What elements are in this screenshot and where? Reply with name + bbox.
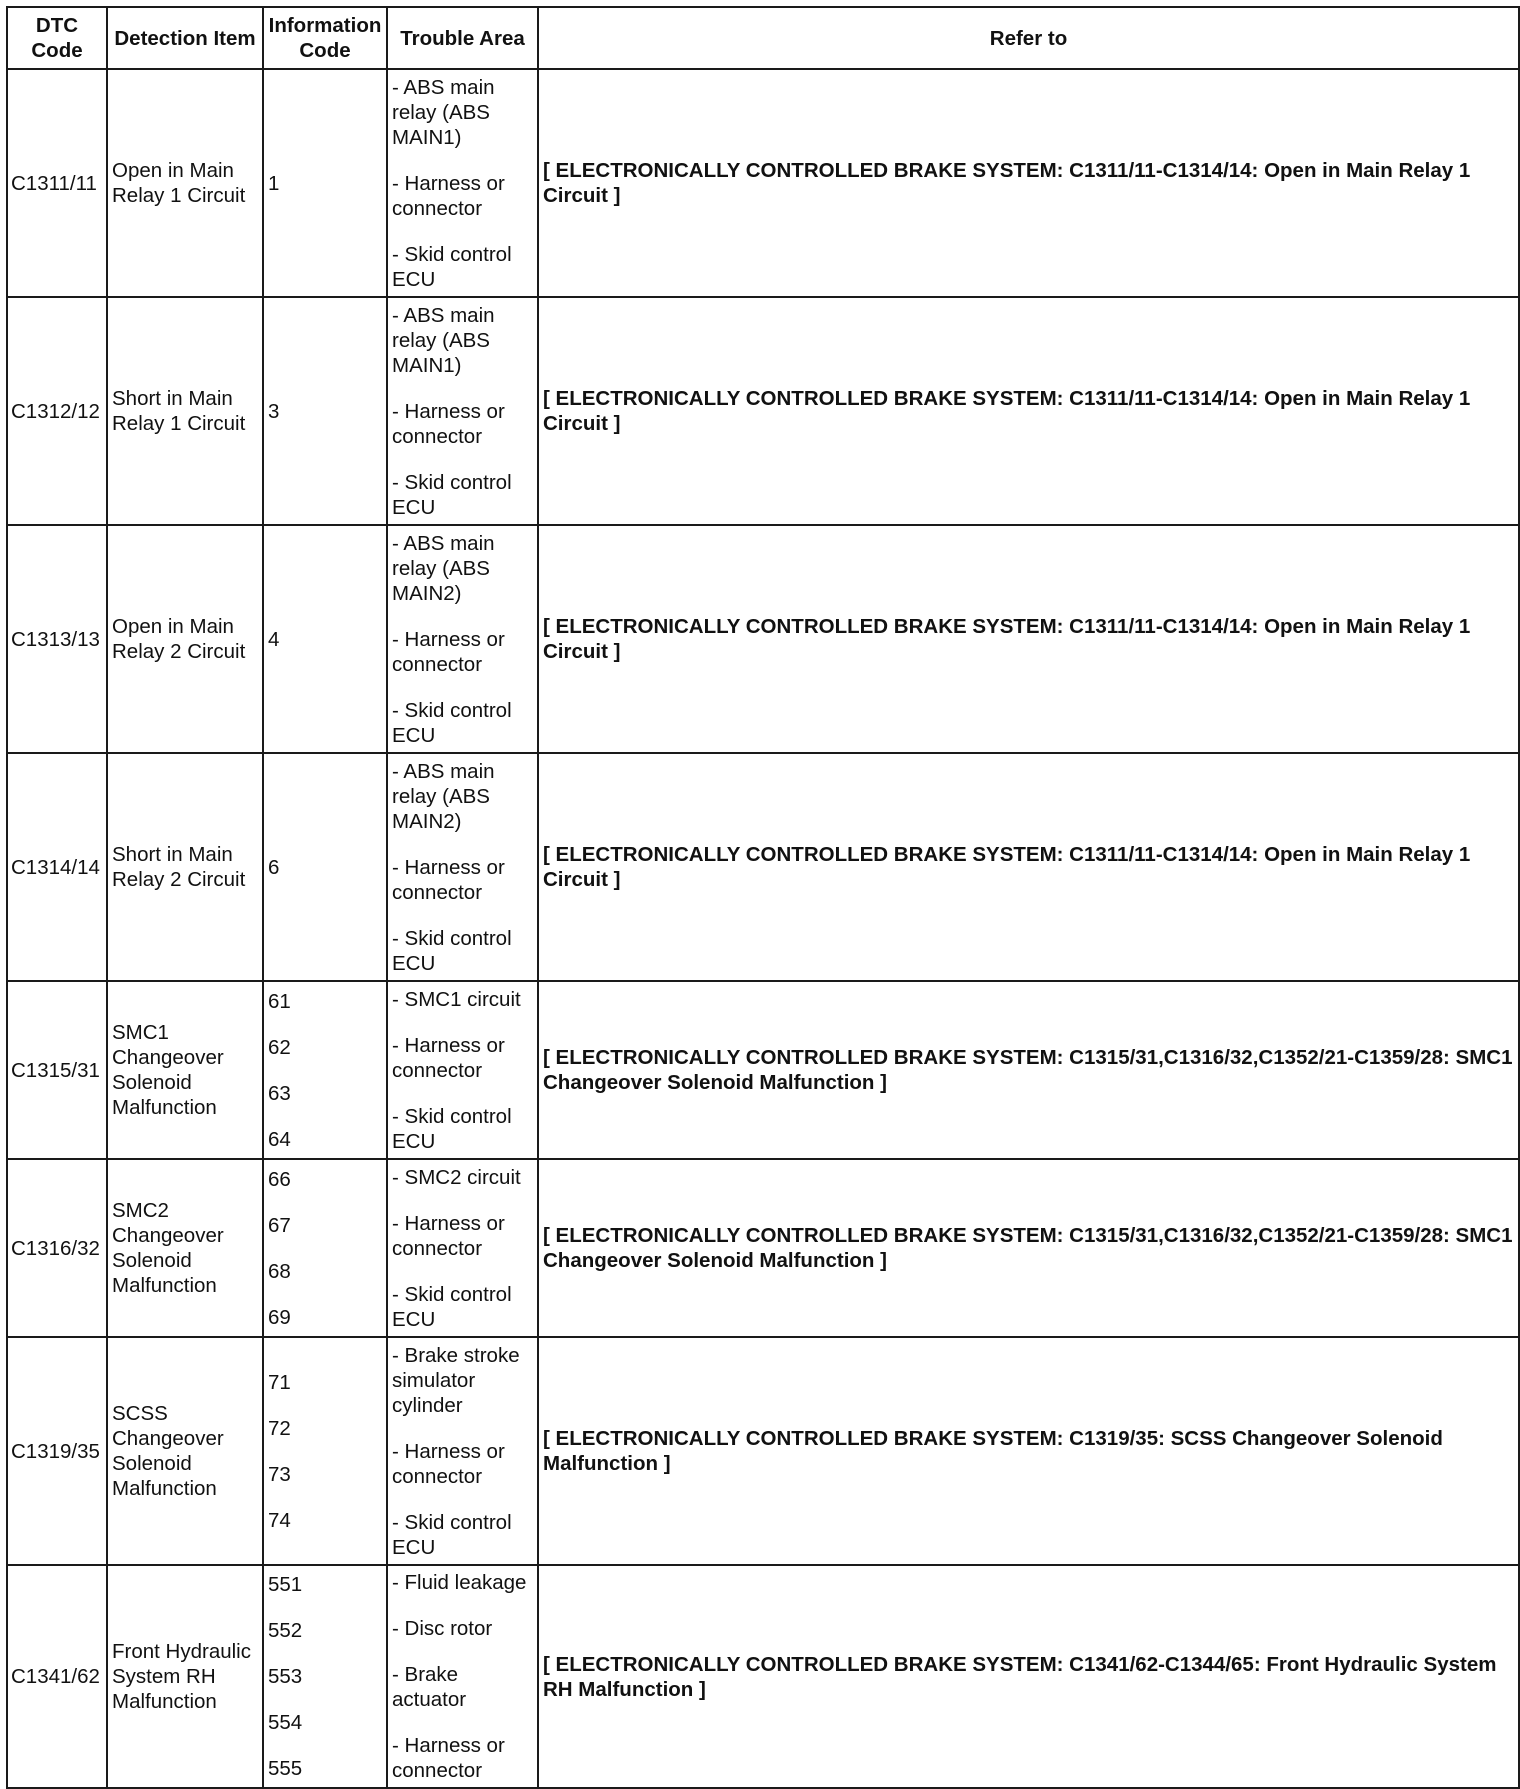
table-row [7,981,1519,1159]
trouble-area-item: - SMC2 circuit [392,1165,521,1189]
refer-to-link[interactable]: [ ELECTRONICALLY CONTROLLED BRAKE SYSTEM: C1315/31,C1316/32,C1352/21-C1359/28: SMC1 Changeover Solenoid Malfunction ] [538,1159,1519,1337]
trouble-area-item: - Harness or connector [392,1033,505,1082]
dtc-code-cell: C1311/11 [7,69,107,297]
trouble-area-item: - Skid control ECU [392,1282,512,1331]
header-information-code: Information Code [263,7,387,69]
dtc-code-cell: C1316/32 [7,1159,107,1337]
trouble-area-item: - Skid control ECU [392,242,512,291]
refer-to-link[interactable]: [ ELECTRONICALLY CONTROLLED BRAKE SYSTEM: C1311/11-C1314/14: Open in Main Relay 1 Circuit ] [538,297,1519,525]
dtc-table-container [6,6,1520,1789]
information-code: 73 [268,1462,291,1486]
information-code: 1 [268,171,280,195]
information-code: 61 [268,989,291,1013]
trouble-area-item: - Skid control ECU [392,1104,512,1153]
trouble-area-cell [387,981,538,1159]
detection-item-cell: Open in Main Relay 1 Circuit [107,69,263,297]
trouble-area-item: - ABS main relay (ABS MAIN1) [392,75,495,149]
information-code: 554 [268,1711,303,1734]
information-code: 551 [268,1573,303,1596]
header-detection-item: Detection Item [107,7,263,69]
information-code-cell [263,69,387,297]
dtc-code-cell: C1315/31 [7,981,107,1159]
table-row [7,1565,1519,1788]
dtc-code-cell: C1312/12 [7,297,107,525]
information-code-cell [263,1337,387,1565]
information-code: 555 [268,1757,303,1780]
trouble-area-item: - Harness or connector [392,399,505,448]
trouble-area-item: - Skid control ECU [392,698,512,747]
trouble-area-cell [387,753,538,981]
trouble-area-item: - ABS main relay (ABS MAIN1) [392,303,495,377]
table-row [7,297,1519,525]
information-code-cell [263,1565,387,1788]
dtc-code-cell: C1314/14 [7,753,107,981]
detection-item-cell: SMC1 Changeover Solenoid Malfunction [107,981,263,1159]
refer-to-link[interactable]: [ ELECTRONICALLY CONTROLLED BRAKE SYSTEM: C1315/31,C1316/32,C1352/21-C1359/28: SMC1 Changeover Solenoid Malfunction ] [538,981,1519,1159]
information-code: 553 [268,1665,303,1688]
information-code: 6 [268,855,280,879]
header-trouble-area: Trouble Area [387,7,538,69]
table-row [7,525,1519,753]
information-code: 67 [268,1213,291,1237]
trouble-area-item: - Harness or connector [392,855,505,904]
trouble-area-cell [387,525,538,753]
information-code-cell [263,753,387,981]
refer-to-link[interactable]: [ ELECTRONICALLY CONTROLLED BRAKE SYSTEM: C1311/11-C1314/14: Open in Main Relay 1 Circuit ] [538,69,1519,297]
trouble-area-item: - Skid control ECU [392,1510,512,1559]
information-code: 66 [268,1167,291,1191]
table-row [7,69,1519,297]
dtc-code-cell: C1341/62 [7,1565,107,1788]
trouble-area-cell [387,297,538,525]
refer-to-link[interactable]: [ ELECTRONICALLY CONTROLLED BRAKE SYSTEM: C1319/35: SCSS Changeover Solenoid Malfunction ] [538,1337,1519,1565]
detection-item-cell: Open in Main Relay 2 Circuit [107,525,263,753]
information-code: 552 [268,1619,303,1642]
table-row [7,753,1519,981]
information-code-cell [263,981,387,1159]
trouble-area-item: - Harness or connector [392,627,505,676]
trouble-area-item: - Harness or connector [392,1734,505,1782]
trouble-area-item: - Brake stroke simulator cylinder [392,1343,520,1417]
header-dtc-code: DTC Code [7,7,107,69]
trouble-area-item: - Skid control ECU [392,470,512,519]
table-body [7,69,1519,1788]
refer-to-link[interactable]: [ ELECTRONICALLY CONTROLLED BRAKE SYSTEM: C1311/11-C1314/14: Open in Main Relay 1 Circuit ] [538,525,1519,753]
information-code-cell [263,1159,387,1337]
refer-to-link[interactable]: [ ELECTRONICALLY CONTROLLED BRAKE SYSTEM: C1341/62-C1344/65: Front Hydraulic System RH Malfunction ] [538,1565,1519,1788]
trouble-area-item: - Harness or connector [392,171,505,220]
trouble-area-item: - Brake actuator [392,1663,467,1711]
dtc-code-cell: C1319/35 [7,1337,107,1565]
information-code: 74 [268,1508,291,1532]
trouble-area-item: - Harness or connector [392,1211,505,1260]
trouble-area-item: - Harness or connector [392,1439,505,1488]
trouble-area-item: - ABS main relay (ABS MAIN2) [392,531,495,605]
trouble-area-cell [387,1565,538,1788]
information-code: 68 [268,1259,291,1283]
detection-item-cell: Short in Main Relay 2 Circuit [107,753,263,981]
refer-to-link[interactable]: [ ELECTRONICALLY CONTROLLED BRAKE SYSTEM: C1311/11-C1314/14: Open in Main Relay 1 Circuit ] [538,753,1519,981]
trouble-area-item: - Disc rotor [392,1617,493,1640]
information-code: 64 [268,1127,291,1151]
information-code: 62 [268,1035,291,1059]
trouble-area-cell [387,1337,538,1565]
information-code: 4 [268,627,280,651]
trouble-area-cell [387,1159,538,1337]
detection-item-cell: SMC2 Changeover Solenoid Malfunction [107,1159,263,1337]
information-code: 69 [268,1305,291,1329]
information-code: 3 [268,399,280,423]
trouble-area-item: - Fluid leakage [392,1571,527,1594]
information-code: 63 [268,1081,291,1105]
information-code-cell [263,297,387,525]
table-row [7,1159,1519,1337]
dtc-code-cell: C1313/13 [7,525,107,753]
trouble-area-item: - SMC1 circuit [392,987,521,1011]
header-refer-to: Refer to [538,7,1519,69]
dtc-table [6,6,1520,1789]
trouble-area-item: - Skid control ECU [392,926,512,975]
information-code: 72 [268,1416,291,1440]
detection-item-cell: Front Hydraulic System RH Malfunction [107,1565,263,1788]
information-code: 71 [268,1370,291,1394]
trouble-area-cell [387,69,538,297]
table-row [7,1337,1519,1565]
detection-item-cell: SCSS Changeover Solenoid Malfunction [107,1337,263,1565]
header-row [7,7,1519,69]
detection-item-cell: Short in Main Relay 1 Circuit [107,297,263,525]
trouble-area-item: - ABS main relay (ABS MAIN2) [392,759,495,833]
information-code-cell [263,525,387,753]
